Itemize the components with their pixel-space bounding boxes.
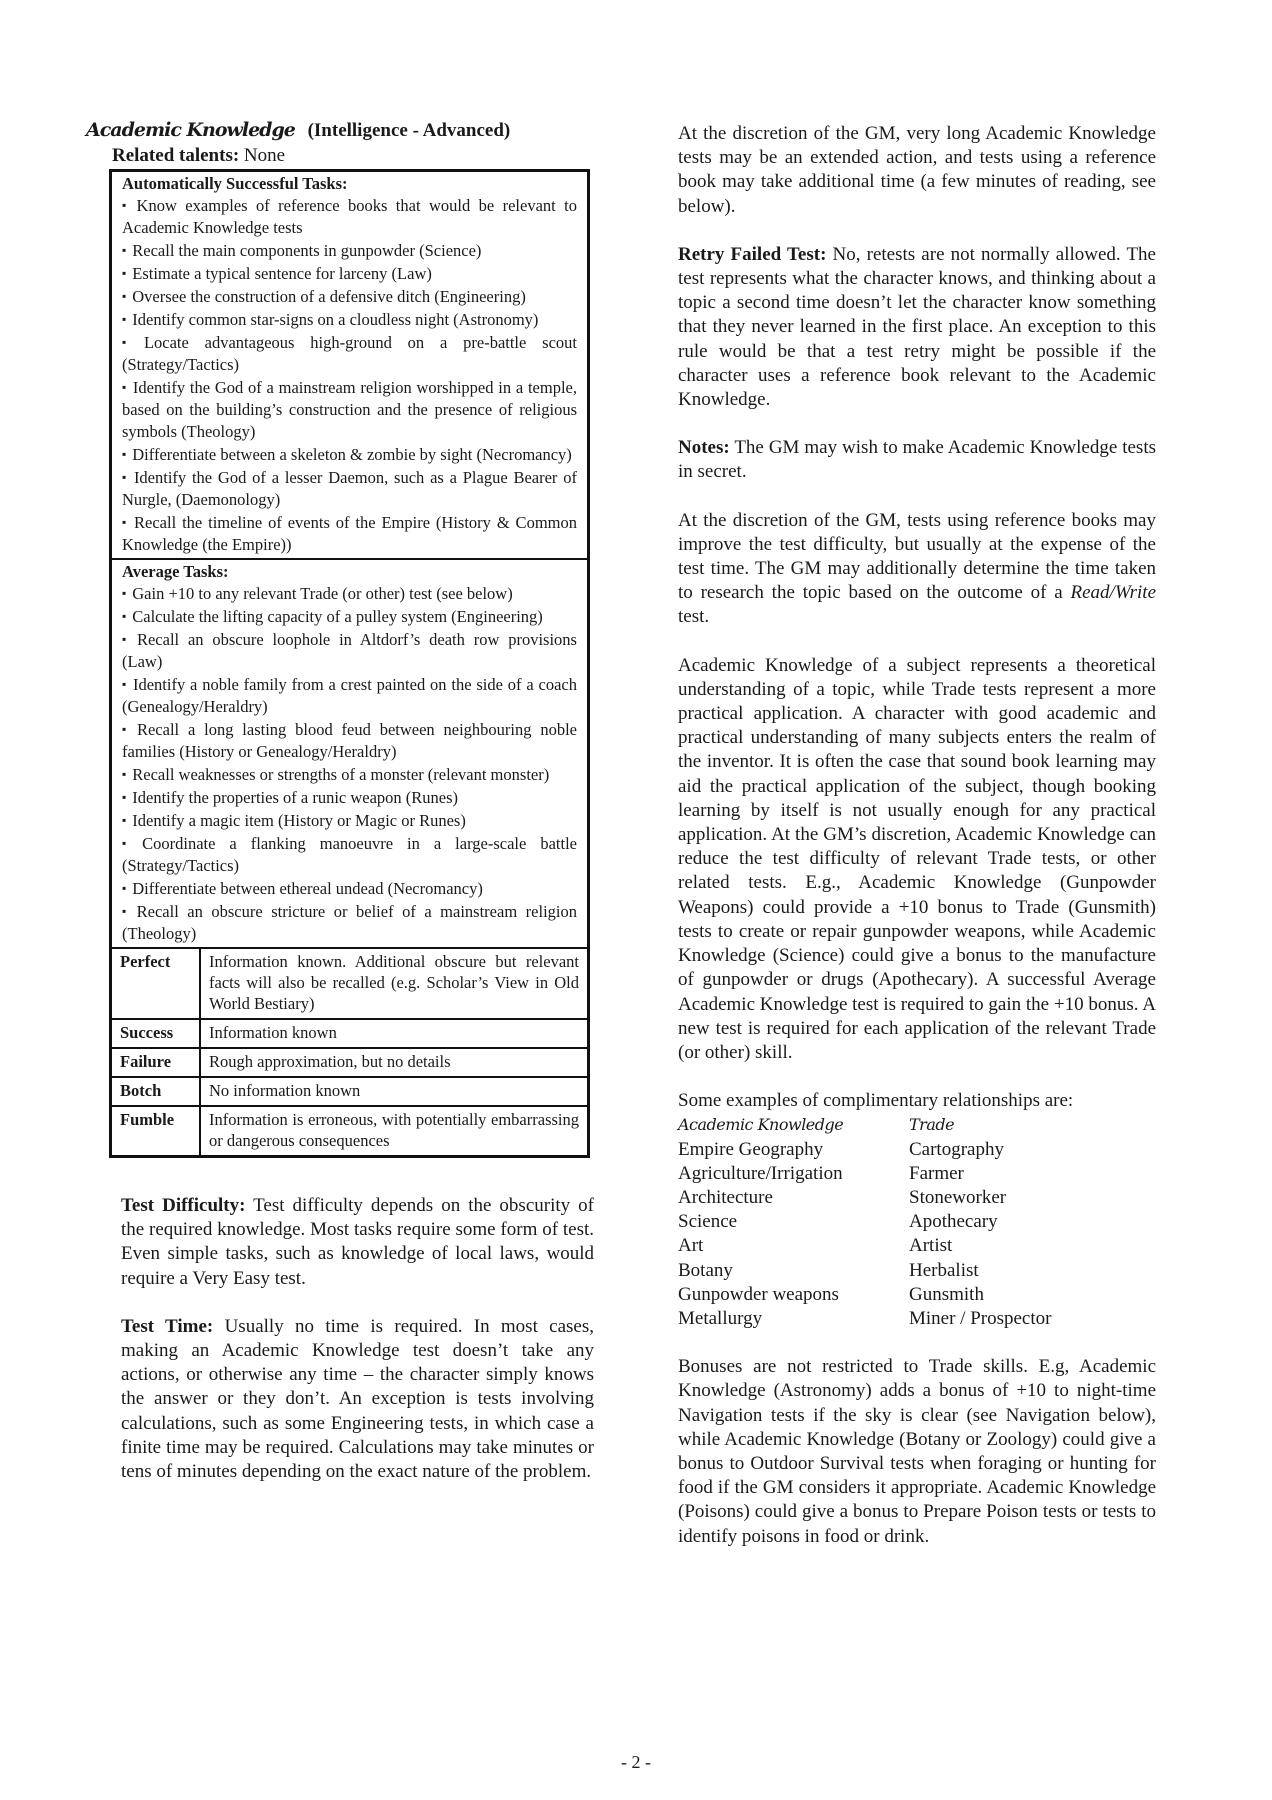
result-description: Information known. Additional obscure but relevant facts will also be recalled (e.g. Scholar’s View in Old World Bestiary) (200, 948, 587, 1019)
task-item (122, 673, 577, 718)
auto-tasks-section (112, 172, 587, 558)
task-item (122, 900, 577, 945)
test-difficulty-para (121, 1194, 594, 1291)
task-item-text: Identify the God of a lesser Daemon, such as a Plague Bearer of Nurgle, (Daemonology) (122, 468, 577, 509)
auto-tasks-title: Automatically Successful Tasks: (122, 174, 348, 193)
task-item (122, 786, 577, 809)
result-row (112, 1106, 587, 1155)
relationships-header-trade: Trade (909, 1115, 955, 1135)
task-item-text: Identify common star-signs on a cloudless night (Astronomy) (132, 310, 539, 329)
left-column (86, 118, 595, 1484)
result-description: Rough approximation, but no details (200, 1048, 587, 1077)
result-level: Failure (112, 1048, 200, 1077)
square-bullet-icon: ▪ (122, 632, 131, 646)
task-item-text: Differentiate between a skeleton & zombie by sight (Necromancy) (132, 445, 572, 464)
relationship-row (678, 1259, 1156, 1283)
task-item (122, 239, 577, 262)
result-row (112, 1048, 587, 1077)
relationship-trade: Farmer (909, 1162, 964, 1184)
related-talents (112, 144, 592, 167)
reference-books-para (678, 509, 1156, 630)
square-bullet-icon: ▪ (122, 243, 127, 257)
examples-intro: Some examples of complimentary relationships are: (678, 1090, 1074, 1112)
avg-tasks-list (122, 582, 577, 945)
relationship-row (678, 1210, 1156, 1234)
task-item-text: Recall the timeline of events of the Empire (History & Common Knowledge (the Empire)) (122, 513, 577, 554)
square-bullet-icon: ▪ (122, 677, 127, 691)
task-item (122, 443, 577, 466)
relationship-trade: Cartography (909, 1138, 1004, 1160)
square-bullet-icon: ▪ (122, 722, 131, 736)
task-item-text: Differentiate between ethereal undead (Necromancy) (132, 879, 483, 898)
task-item (122, 832, 577, 877)
relationship-trade: Miner / Prospector (909, 1307, 1052, 1329)
bonuses-para: Bonuses are not restricted to Trade skills. E.g, Academic Knowledge (Astronomy) adds a bonus of +10 to night-time Navigation tests if the sky is clear (see Navigation below), while Academic Knowledge (Botany or Zoology) could give a bonus to Outdoor Survival tests when foraging or hunting for food if the GM considers it appropriate. Academic Knowledge (Poisons) could give a bonus to Prepare Poison tests or tests to identify poisons in food or drink. (678, 1356, 1156, 1547)
task-item (122, 628, 577, 673)
result-row (112, 1019, 587, 1048)
square-bullet-icon: ▪ (122, 836, 137, 850)
skill-name: Academic Knowledge (86, 119, 295, 141)
read-write-skill: Read/Write (1070, 582, 1156, 604)
retry-text: No, retests are not normally allowed. The test represents what the character knows, and thinking about a topic a second time doesn’t let the character know something that they never learned in the first place. An exception to this rule would be that a test retry might be possible if the character uses a reference book relevant to the Academic Knowledge. (678, 243, 1156, 411)
reference-books-text: At the discretion of the GM, tests using reference books may improve the test difficulty, but usually at the expense of the test time. The GM may additionally determine the time taken to research the topic based on the outcome of a (678, 509, 1156, 604)
relationship-row (678, 1186, 1156, 1210)
task-item-text: Recall an obscure loophole in Altdorf’s death row provisions (Law) (122, 630, 577, 671)
result-level: Success (112, 1019, 200, 1048)
square-bullet-icon: ▪ (122, 904, 131, 918)
skill-heading (86, 118, 592, 143)
square-bullet-icon: ▪ (122, 289, 127, 303)
relationship-academic: Agriculture/Irrigation (678, 1162, 843, 1184)
square-bullet-icon: ▪ (122, 470, 128, 484)
relationship-academic: Science (678, 1211, 738, 1233)
square-bullet-icon: ▪ (122, 586, 127, 600)
related-talents-value: None (243, 145, 286, 166)
notes-para (678, 436, 1156, 484)
task-item-text: Identify the properties of a runic weapon (Runes) (132, 788, 459, 807)
square-bullet-icon: ▪ (122, 266, 127, 280)
relationship-row (678, 1307, 1156, 1331)
relationship-academic: Empire Geography (678, 1138, 824, 1160)
notes-label: Notes: (678, 437, 730, 459)
task-item-text: Oversee the construction of a defensive ditch (Engineering) (132, 287, 526, 306)
task-item (122, 718, 577, 763)
relationship-trade: Herbalist (909, 1259, 979, 1281)
square-bullet-icon: ▪ (122, 813, 127, 827)
task-item (122, 809, 577, 832)
reference-books-end: test. (678, 606, 710, 628)
square-bullet-icon: ▪ (122, 447, 127, 461)
task-item (122, 582, 577, 605)
square-bullet-icon: ▪ (122, 198, 131, 212)
task-item-text: Recall the main components in gunpowder (Science) (132, 241, 482, 260)
task-item (122, 466, 577, 511)
relationship-row (678, 1234, 1156, 1258)
task-item-text: Identify the God of a mainstream religion worshipped in a temple, based on the building’s construction and the presence of religious symbols (Theology) (122, 378, 577, 441)
test-time-label: Test Time: (121, 1315, 214, 1337)
test-time-text: Usually no time is required. In most cases, making an Academic Knowledge test doesn’t take any actions, or otherwise any time – the character simply knows the answer or they don’t. An exception is tests involving calculations, such as some Engineering tests, in which case a finite time may be required. Calculations may take minutes or tens of minutes depending on the exact nature of the problem. (121, 1315, 595, 1483)
avg-tasks-title: Average Tasks: (122, 562, 229, 581)
relationship-academic: Botany (678, 1259, 733, 1281)
relationships-header (678, 1113, 1156, 1137)
result-row (112, 948, 587, 1019)
task-item-text: Identify a noble family from a crest painted on the side of a coach (Genealogy/Heraldry) (122, 675, 577, 716)
task-item (122, 605, 577, 628)
task-item-text: Gain +10 to any relevant Trade (or other) test (see below) (132, 584, 513, 603)
result-level: Perfect (112, 948, 200, 1019)
relationship-trade: Artist (909, 1235, 953, 1257)
result-description: Information known (200, 1019, 587, 1048)
square-bullet-icon: ▪ (122, 515, 129, 529)
relationships-table (678, 1113, 1156, 1331)
retry-para (678, 243, 1156, 412)
task-item (122, 308, 577, 331)
task-item-text: Recall weaknesses or strengths of a monster (relevant monster) (132, 765, 550, 784)
task-item (122, 285, 577, 308)
relationship-row (678, 1138, 1156, 1162)
test-difficulty-label: Test Difficulty: (121, 1195, 246, 1216)
relationship-academic: Gunpowder weapons (678, 1283, 839, 1305)
relationship-row (678, 1162, 1156, 1186)
result-description: Information is erroneous, with potentially embarrassing or dangerous consequences (200, 1106, 587, 1155)
task-item-text: Recall an obscure stricture or belief of a mainstream religion (Theology) (122, 902, 577, 943)
avg-tasks-section (112, 558, 587, 947)
retry-label: Retry Failed Test: (678, 243, 827, 265)
result-row (112, 1077, 587, 1106)
test-difficulty-text: Test difficulty depends on the obscurity of the required knowledge. Most tasks require some form of test. Even simple tasks, such as knowledge of local laws, would require a Very Easy test. (121, 1195, 594, 1289)
task-item (122, 194, 577, 239)
auto-tasks-list (122, 194, 577, 556)
task-item (122, 262, 577, 285)
skill-attribute: (Intelligence - Advanced) (307, 120, 511, 141)
result-table (112, 947, 587, 1155)
result-description: No information known (200, 1077, 587, 1106)
square-bullet-icon: ▪ (122, 790, 127, 804)
task-item-text: Recall a long lasting blood feud between neighbouring noble families (History or Genealogy/Heraldry) (122, 720, 577, 761)
result-level: Botch (112, 1077, 200, 1106)
task-item (122, 877, 577, 900)
task-item (122, 331, 577, 376)
relationship-trade: Apothecary (909, 1211, 998, 1233)
relationship-row (678, 1283, 1156, 1307)
square-bullet-icon: ▪ (122, 380, 127, 394)
task-item-text: Know examples of reference books that would be relevant to Academic Knowledge tests (122, 196, 577, 237)
square-bullet-icon: ▪ (122, 312, 127, 326)
right-column (678, 122, 1156, 1549)
task-table (109, 169, 590, 1158)
relationships-header-academic: Academic Knowledge (678, 1115, 844, 1135)
relationship-trade: Stoneworker (909, 1186, 1007, 1208)
square-bullet-icon: ▪ (122, 881, 127, 895)
task-item (122, 376, 577, 443)
page-number: - 2 - (621, 1752, 651, 1772)
extended-action-para: At the discretion of the GM, very long Academic Knowledge tests may be an extended action, and tests using a reference book may take additional time (a few minutes of reading, see below). (678, 123, 1156, 217)
relationship-trade: Gunsmith (909, 1283, 984, 1305)
square-bullet-icon: ▪ (122, 609, 127, 623)
relationship-academic: Metallurgy (678, 1307, 763, 1329)
test-time-para (121, 1315, 594, 1484)
task-item-text: Identify a magic item (History or Magic or Runes) (132, 811, 466, 830)
relationship-academic: Architecture (678, 1186, 773, 1208)
task-item (122, 763, 577, 786)
task-item-text: Estimate a typical sentence for larceny (Law) (132, 264, 432, 283)
relationship-academic: Art (678, 1235, 704, 1257)
square-bullet-icon: ▪ (122, 335, 138, 349)
square-bullet-icon: ▪ (122, 767, 127, 781)
task-item (122, 511, 577, 556)
result-level: Fumble (112, 1106, 200, 1155)
notes-text: The GM may wish to make Academic Knowledge tests in secret. (678, 437, 1156, 483)
task-item-text: Locate advantageous high-ground on a pre-battle scout (Strategy/Tactics) (122, 333, 577, 374)
task-item-text: Coordinate a flanking manoeuvre in a large-scale battle (Strategy/Tactics) (122, 834, 577, 875)
related-talents-label: Related talents: (112, 145, 240, 166)
academic-vs-trade-para: Academic Knowledge of a subject represents a theoretical understanding of a topic, while Trade tests represent a more practical application. A character with good academic and practical understanding of many subjects enters the realm of the inventor. It is often the case that sound book learning may aid the practical application of the subject, though booking learning by itself is not usually enough for any practical application. At the GM’s discretion, Academic Knowledge can reduce the test difficulty of relevant Trade tests, or other related tests. E.g., Academic Knowledge (Gunpowder Weapons) could provide a +10 bonus to Trade (Gunsmith) tests to create or repair gunpowder weapons, while Academic Knowledge (Science) could give a bonus to the manufacture of gunpowder or drugs (Apothecary). A successful Average Academic Knowledge test is required to gain the +10 bonus. A new test is required for each application of the relevant Trade (or other) skill. (678, 654, 1156, 1063)
task-item-text: Calculate the lifting capacity of a pulley system (Engineering) (132, 607, 543, 626)
